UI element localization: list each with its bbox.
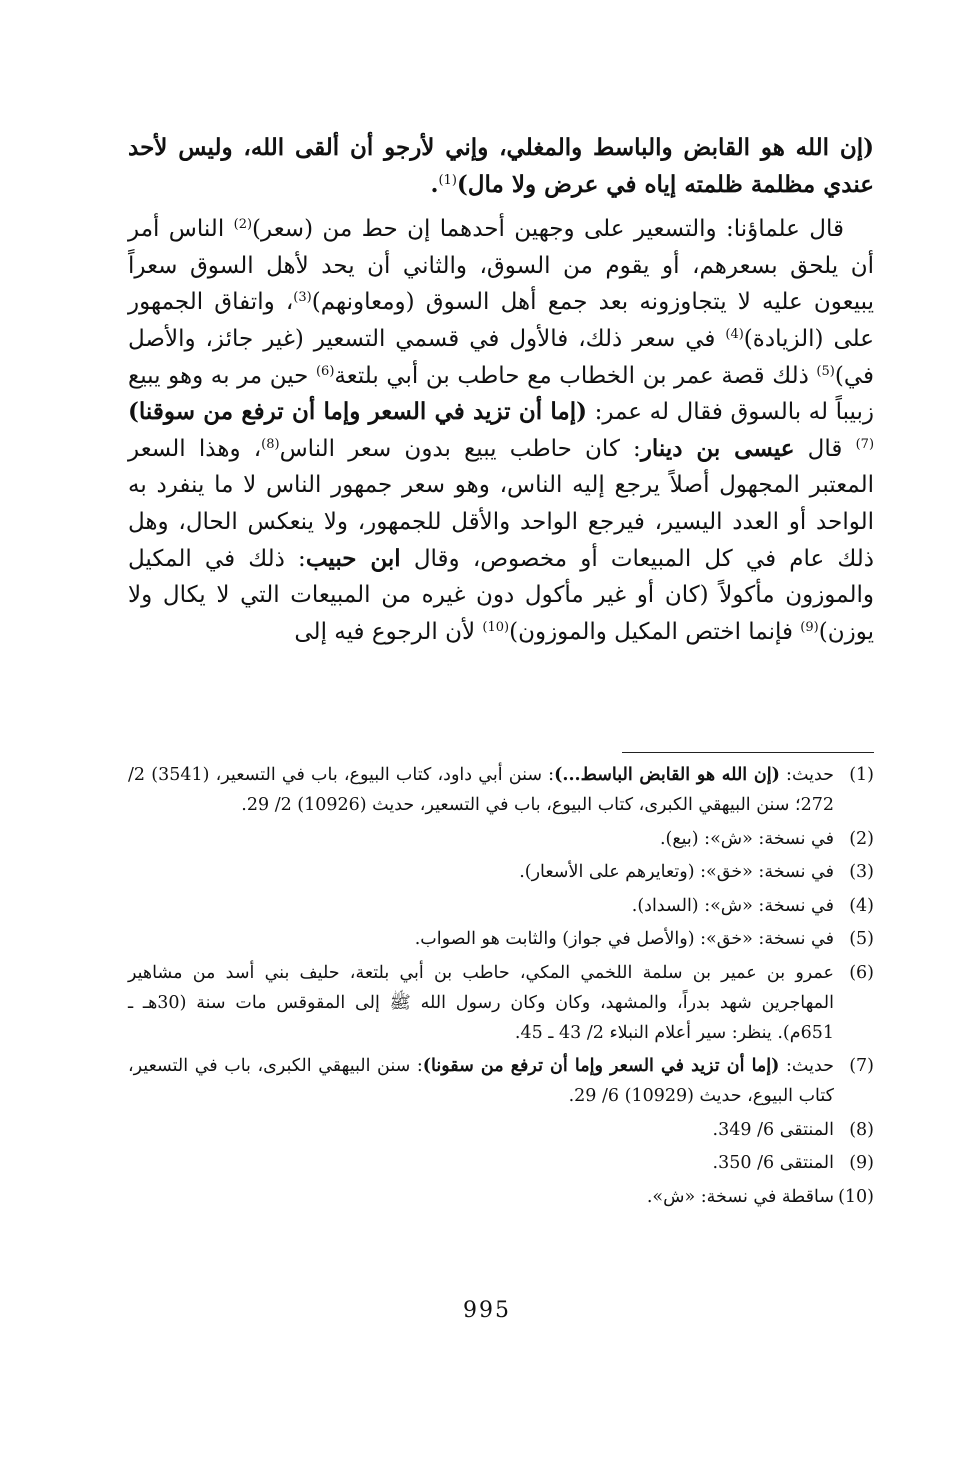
footnote-ref-8[interactable]: (8) xyxy=(261,436,280,452)
text-segment: قال علماؤنا: والتسعير على وجهين أحدهما إن حط من (سعر) xyxy=(252,216,844,243)
text-segment: الناس أمر أن يلحق بسعرهم، أو يقوم من السوق، والثاني أن يحد لأهل السوق سعراً يبيعون عليه لا يتجاوزونه بعد جمع أهل السوق (ومعاونهم) xyxy=(128,216,874,316)
text-segment: ذلك قصة عمر بن الخطاب مع حاطب بن أبي بلتعة xyxy=(334,362,817,389)
hadith-text: (إن الله هو القابض والباسط والمغلي، وإني لأرجو أن ألقى الله، وليس لأحد عندي مظلمة ظلمته إياه في عرض ولا مال) xyxy=(128,134,874,198)
footnote-number: (8) xyxy=(849,1119,874,1140)
footnote-text: في نسخة: «خق»: (والأصل في جواز) والثابت هو الصواب. xyxy=(414,929,834,949)
footnote-text: في نسخة: «خق»: (وتعايرهم على الأسعار). xyxy=(519,862,834,882)
text-segment: : ذلك في المكيل والموزون مأكولاً (كان أو غير مأكول دون غيره من المبيعات التي لا يكال ولا يوزن) xyxy=(128,545,874,645)
footnote-item xyxy=(128,924,874,954)
footnote-item xyxy=(128,760,874,820)
footnote-number: (2) xyxy=(849,828,874,849)
text-segment: لأن الرجوع فيه إلى xyxy=(294,618,483,645)
footnote-divider xyxy=(622,752,874,753)
footnote-text: ساقطة في نسخة: «ش». xyxy=(646,1186,834,1207)
footnote-ref-9[interactable]: (9) xyxy=(800,619,819,635)
body-paragraph xyxy=(128,211,874,650)
footnote-text: في نسخة: «ش»: (السداد). xyxy=(631,895,834,916)
footnote-item xyxy=(128,891,874,921)
footnote-ref-1[interactable]: (1) xyxy=(438,172,457,188)
text-segment: حين مر به وهو يبيع زبيباً له بالسوق فقال له عمر: xyxy=(128,362,874,426)
footnote-ref-10[interactable]: (10) xyxy=(482,619,510,635)
footnote-item xyxy=(128,1115,874,1145)
text-segment: ، واتفاق الجمهور على (الزيادة) xyxy=(128,289,874,352)
footnote-number: (10) xyxy=(838,1186,874,1207)
bold-name: ابن حبيب xyxy=(305,544,401,572)
bold-name: عيسى بن دينار xyxy=(640,434,795,462)
footnote-text: المنتقى 6/ 349. xyxy=(712,1119,834,1140)
footnote-ref-5[interactable]: (5) xyxy=(816,363,835,379)
text-segment: ، وهذا السعر المعتبر المجهول أصلاً يرجع إليه الناس، وهو سعر جمهور الناس لا ما ينفرد به الواحد أو العدد اليسير، فيرجع الواحد والأقل للجمهور، ولا ينعكس الحال، وهل ذلك عام في كل المبيعات أو مخصوص، وقال xyxy=(128,435,875,572)
footnote-number: (5) xyxy=(849,929,874,949)
bold-hadith: (إما أن تزيد في السعر وإما أن ترفع من سوقنا) xyxy=(128,398,587,426)
footnote-number: (3) xyxy=(849,862,874,882)
text-segment: فإنما اختص المكيل والموزون) xyxy=(509,618,801,645)
footnote-item xyxy=(128,1148,874,1178)
main-text xyxy=(128,130,874,650)
footnote-item xyxy=(128,824,874,854)
hadith-end: . xyxy=(430,170,439,198)
footnote-text: عمرو بن عمير بن سلمة اللخمي المكي، حاطب بن أبي بلتعة، حليف بني أسد من مشاهير المهاجرين شهد بدراً، والمشهد، وكان وكان رسول الله ﷺ إلى المقوقس مات سنة (30هـ ـ 651م). ينظر: سير أعلام النبلاء 2/ 43 ـ 45. xyxy=(128,962,834,1043)
footnote-text: حديث: (إن الله هو القابض الباسط...): سنن أبي داود، كتاب البيوع، باب في التسعير، (3541) 2/ 272؛ سنن البيهقي الكبرى، كتاب البيوع، باب في التسعير، حديث (10926) 2/ 29. xyxy=(128,765,835,815)
footnote-item xyxy=(128,958,874,1048)
footnote-text: المنتقى 6/ 350. xyxy=(712,1153,834,1173)
footnote-number: (7) xyxy=(849,1056,874,1076)
text-segment: في سعر ذلك، فالأول في قسمي التسعير (غير جائز، والأصل في) xyxy=(128,325,874,389)
footnote-text: حديث: (إما أن تزيد في السعر وإما أن ترفع من سقونا): سنن البيهقي الكبرى، باب في التسعير، كتاب البيوع، حديث (10929) 6/ 29. xyxy=(128,1056,834,1106)
footnote-item xyxy=(128,1182,874,1212)
footnote-ref-4[interactable]: (4) xyxy=(725,326,744,342)
footnote-number: (1) xyxy=(849,765,874,785)
footnote-number: (4) xyxy=(849,895,874,916)
footnote-ref-7[interactable]: (7) xyxy=(855,436,875,452)
footnote-item xyxy=(128,1051,874,1111)
footnote-ref-3[interactable]: (3) xyxy=(293,290,312,306)
footnote-number: (9) xyxy=(849,1153,874,1173)
footnote-number: (6) xyxy=(849,962,874,983)
text-segment: : كان حاطب يبيع بدون سعر الناس xyxy=(279,435,641,462)
footnotes xyxy=(128,760,874,1215)
hadith-quote xyxy=(128,130,874,203)
footnote-text: في نسخة: «ش»: (بيع). xyxy=(659,828,834,849)
footnote-item xyxy=(128,857,874,887)
footnote-ref-2[interactable]: (2) xyxy=(233,217,253,233)
footnote-ref-6[interactable]: (6) xyxy=(315,363,335,379)
text-segment: قال xyxy=(794,435,856,462)
page-number: 995 xyxy=(463,1298,511,1323)
